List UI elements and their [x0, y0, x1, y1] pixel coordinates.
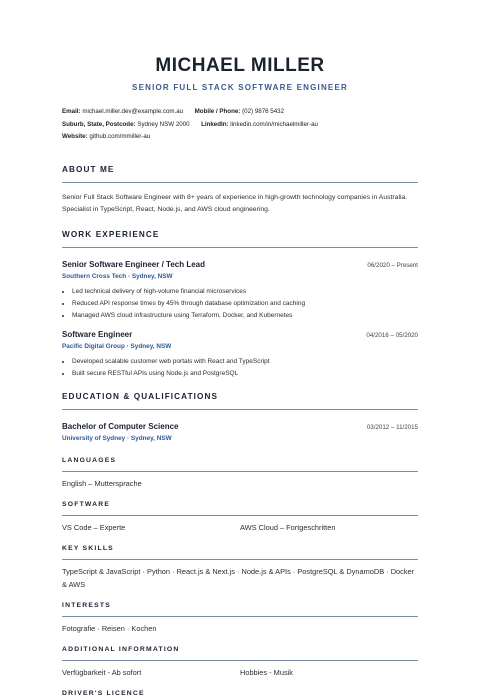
job-bullets — [62, 356, 418, 380]
skills-text: TypeScript & JavaScript · Python · React.js & Next.js · Node.js & APIs · PostgreSQL & DynamoDB · Docker & AWS — [62, 566, 415, 589]
education-entry — [62, 422, 418, 442]
contact-row-1 — [62, 106, 418, 119]
job-bullet: • Built secure RESTful APIs using Node.js and PostgreSQL — [72, 368, 418, 380]
section-heading-skills: KEY SKILLS — [62, 544, 114, 552]
job-bullet: • Reduced API response times by 45% through database optimization and caching — [72, 298, 418, 310]
job-bullets — [62, 286, 418, 322]
section-heading-additional: ADDITIONAL INFORMATION — [62, 645, 180, 653]
section-heading-about: ABOUT ME — [62, 164, 115, 174]
section-divider — [62, 471, 418, 472]
section-heading-education: EDUCATION & QUALIFICATIONS — [62, 391, 219, 401]
education-header — [62, 422, 418, 431]
contact-row-3 — [62, 131, 418, 144]
about-text: Senior Full Stack Software Engineer with 8+ years of experience in high-growth technology companies in Australia. Specialist in TypeScript, React, Node.js, and AWS cloud engineering. — [62, 193, 408, 213]
section-divider — [62, 515, 418, 516]
additional-list — [62, 666, 418, 679]
job-bullet: • Developed scalable customer web portals with React and TypeScript — [72, 356, 418, 368]
software-item: VS Code – Experte — [62, 522, 126, 532]
software-item: AWS Cloud – Fortgeschritten — [240, 522, 336, 532]
section-heading-work: WORK EXPERIENCE — [62, 229, 160, 239]
email-label: Email: — [62, 108, 81, 115]
candidate-name: MICHAEL MILLER — [155, 55, 325, 76]
section-heading-interests: INTERESTS — [62, 601, 111, 609]
phone-label: Mobile / Phone: — [194, 108, 241, 115]
job-date: 06/2020 – Present — [367, 261, 418, 269]
section-divider — [62, 616, 418, 617]
section-divider — [62, 409, 418, 410]
software-list — [62, 521, 418, 534]
website-value: github.com/mmiller-au — [89, 133, 151, 140]
degree-title: Bachelor of Computer Science — [62, 421, 179, 431]
job-bullet: • Managed AWS cloud infrastructure using Terraform, Docker, and Kubernetes — [72, 310, 418, 322]
job-header — [62, 260, 418, 269]
section-divider — [62, 559, 418, 560]
section-divider — [62, 660, 418, 661]
language-item: English – Muttersprache — [62, 478, 142, 488]
section-divider — [62, 182, 418, 183]
additional-item: Hobbies - Musik — [240, 667, 293, 677]
job-title: Senior Software Engineer / Tech Lead — [62, 259, 205, 269]
linkedin-value: linkedin.com/in/michaelmiller-au — [230, 120, 318, 128]
additional-item: Verfügbarkeit - Ab sofort — [62, 667, 142, 677]
candidate-title: SENIOR FULL STACK SOFTWARE ENGINEER — [132, 83, 348, 92]
website-label: Website: — [62, 133, 88, 140]
job-entry — [62, 330, 418, 380]
job-date: 04/2016 – 05/2020 — [366, 331, 418, 339]
education-organization: University of Sydney · Sydney, NSW — [62, 434, 172, 442]
education-date: 03/2012 – 11/2015 — [366, 423, 418, 431]
contact-row-2 — [62, 119, 418, 132]
section-heading-software: SOFTWARE — [62, 500, 111, 508]
email-value: michael.miller.dev@example.com.au — [82, 108, 184, 115]
contact-block — [62, 106, 418, 144]
linkedin-label: LinkedIn: — [201, 120, 229, 128]
job-organization: Pacific Digital Group · Sydney, NSW — [62, 342, 172, 350]
address-label: Suburb, State, Postcode: — [62, 120, 136, 128]
job-organization: Southern Cross Tech · Sydney, NSW — [62, 272, 173, 280]
section-heading-languages: LANGUAGES — [62, 456, 117, 464]
job-entry — [62, 260, 418, 322]
section-heading-licence: DRIVER'S LICENCE — [62, 689, 145, 697]
job-bullet: • Led technical delivery of high-volume financial microservices — [72, 286, 418, 298]
phone-value: (02) 9876 5432 — [242, 108, 285, 115]
interests-text: Fotografie · Reisen · Kochen — [62, 623, 157, 633]
job-title: Software Engineer — [62, 329, 133, 339]
address-value: Sydney NSW 2000 — [137, 120, 190, 128]
section-divider — [62, 247, 418, 248]
job-header — [62, 330, 418, 339]
